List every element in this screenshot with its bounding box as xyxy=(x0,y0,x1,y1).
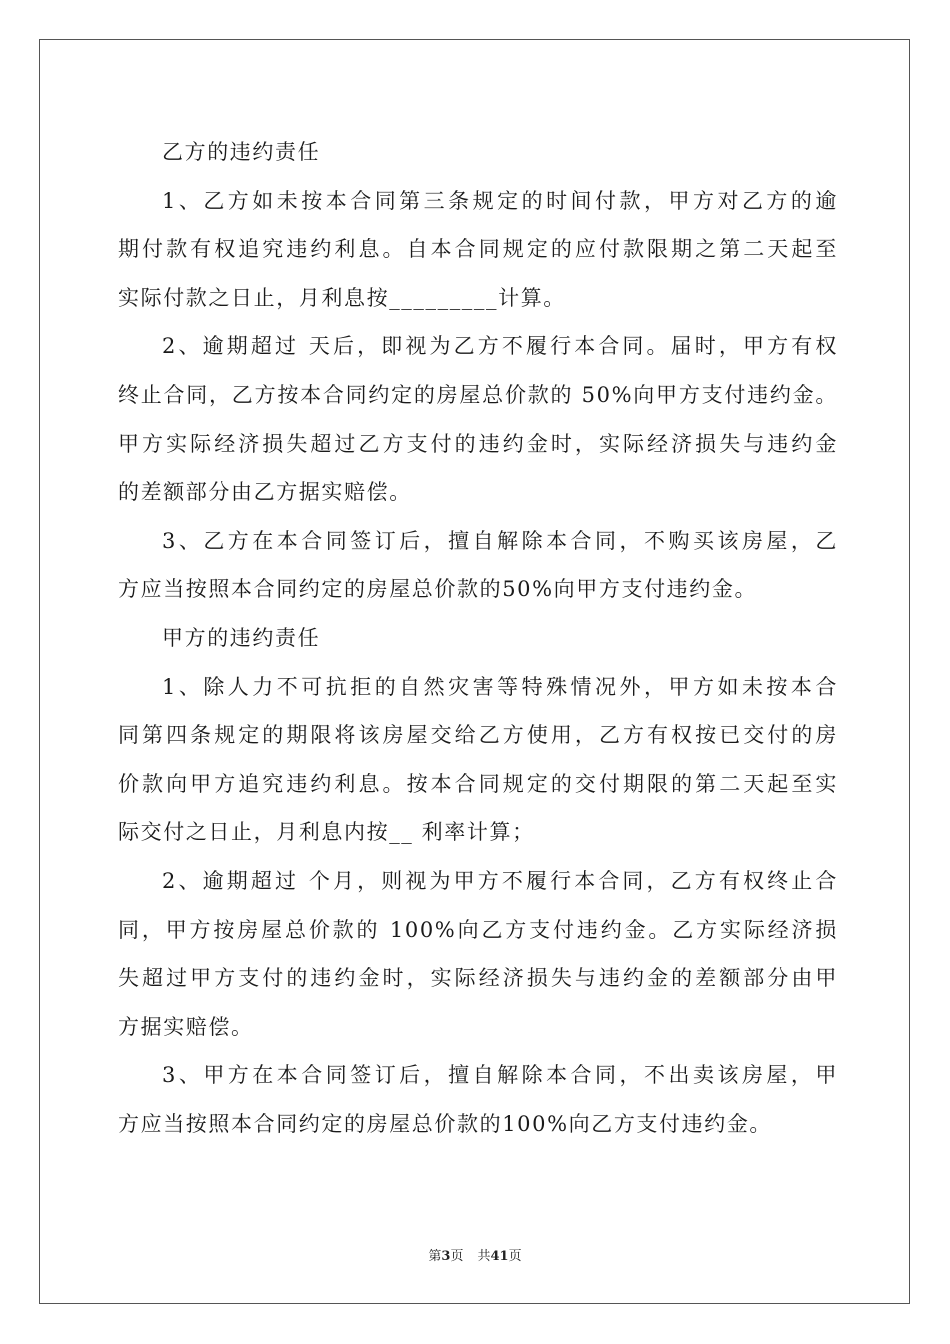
page-number: 3 xyxy=(441,1249,451,1264)
paragraph-line: 同第四条规定的期限将该房屋交给乙方使用，乙方有权按已交付的房 xyxy=(118,723,838,748)
paragraph-line: 期付款有权追究违约利息。自本合同规定的应付款限期之第二天起至 xyxy=(118,237,838,262)
page-suffix: 页 xyxy=(450,1249,464,1264)
paragraph-line: 方应当按照本合同约定的房屋总价款的50%向甲方支付违约金。 xyxy=(118,577,758,602)
page-prefix: 第 xyxy=(428,1249,442,1264)
paragraph-line: 3、乙方在本合同签订后，擅自解除本合同，不购买该房屋，乙 xyxy=(162,528,838,553)
paragraph-line: 1、乙方如未按本合同第三条规定的时间付款，甲方对乙方的逾 xyxy=(162,188,838,213)
paragraph-line: 1、除人力不可抗拒的自然灾害等特殊情况外，甲方如未按本合 xyxy=(162,674,838,699)
paragraph-line: 方据实赔偿。 xyxy=(118,1014,254,1039)
paragraph-line: 同，甲方按房屋总价款的 100%向乙方支付违约金。乙方实际经济损 xyxy=(118,917,838,942)
page-footer xyxy=(0,1245,950,1264)
total-pages: 41 xyxy=(490,1249,509,1264)
paragraph-line: 2、逾期超过 天后，即视为乙方不履行本合同。届时，甲方有权 xyxy=(162,334,838,359)
paragraph-line: 价款向甲方追究违约利息。按本合同规定的交付期限的第二天起至实 xyxy=(118,771,838,796)
document-body xyxy=(118,128,838,1148)
paragraph-line: 实际付款之日止，月利息按_________计算。 xyxy=(118,285,566,310)
paragraph-line: 方应当按照本合同约定的房屋总价款的100%向乙方支付违约金。 xyxy=(118,1111,773,1136)
paragraph-line: 2、逾期超过 个月，则视为甲方不履行本合同，乙方有权终止合 xyxy=(162,868,838,893)
paragraph-line: 失超过甲方支付的违约金时，实际经济损失与违约金的差额部分由甲 xyxy=(118,966,838,991)
paragraph-line: 终止合同，乙方按本合同约定的房屋总价款的 50%向甲方支付违约金。 xyxy=(118,382,838,407)
paragraph-line: 的差额部分由乙方据实赔偿。 xyxy=(118,480,412,505)
paragraph-line: 甲方的违约责任 xyxy=(162,625,321,650)
paragraph-line: 乙方的违约责任 xyxy=(162,140,321,164)
total-suffix: 页 xyxy=(508,1249,522,1264)
paragraph-line: 甲方实际经济损失超过乙方支付的违约金时，实际经济损失与违约金 xyxy=(118,431,838,456)
total-prefix: 共 xyxy=(477,1249,491,1264)
paragraph-line: 际交付之日止，月利息内按__ 利率计算； xyxy=(118,820,535,845)
paragraph-line: 3、甲方在本合同签订后，擅自解除本合同，不出卖该房屋，甲 xyxy=(162,1063,838,1088)
